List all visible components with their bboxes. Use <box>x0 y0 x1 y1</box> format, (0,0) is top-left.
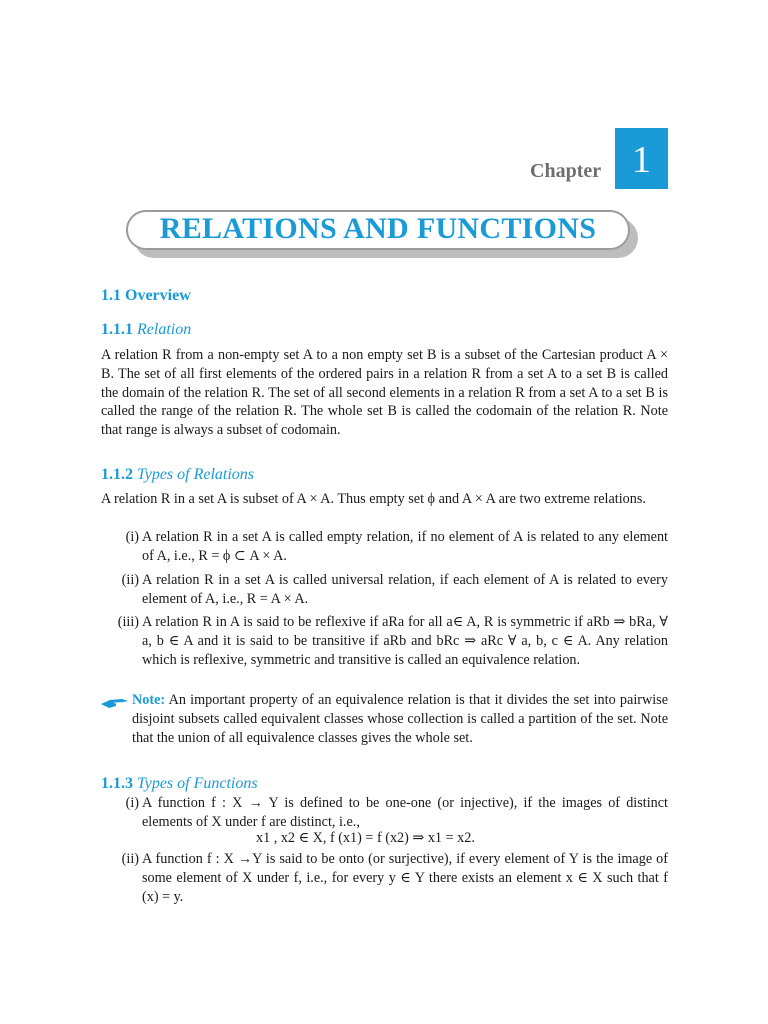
note-text-wrap <box>132 691 668 747</box>
list-item-text: A relation R in A is said to be reflexive if aRa for all a∈ A, R is symmetric if aRb ⇒ bRa, ∀ a, b ∈ A and it is said to be transitive if aRb and bRc ⇒ aRc ∀ a, b, c ∈ A. Any relation which is reflexive, symmetric and transitive is called an equivalence relation. <box>142 614 668 668</box>
list-item-text: A function f : X →Y is said to be onto (or surjective), if every element of Y is the image of some element of X under f, i.e., for every y ∈ Y there exists an element x ∈ X such that f (x) = y. <box>142 851 668 905</box>
list-item-number: (ii) <box>121 572 139 588</box>
section-title: Types of Relations <box>137 466 255 483</box>
list-item-text: A relation R in a set A is called universal relation, if each element of A is related to every element of A, i.e., R = A × A. <box>142 572 668 607</box>
list-item-text: A relation R in a set A is called empty relation, if no element of A is related to any element of A, i.e., R = ϕ ⊂ A × A. <box>142 529 668 564</box>
chapter-title-banner <box>126 210 640 258</box>
list-item-number: (i) <box>125 795 139 811</box>
injective-condition: x1 , x2 ∈ X, f (x1) = f (x2) ⇒ x1 = x2. <box>256 830 475 846</box>
list-item-number: (iii) <box>117 614 139 630</box>
section-heading-overview: 1.1 Overview <box>101 287 191 304</box>
note-text: An important property of an equivalence relation is that it divides the set into pairwise disjoint subsets called equivalent classes whose collection is called a partition of the set. Note that the union of all equivalence classes gives the whole set. <box>132 692 668 746</box>
relation-paragraph: A relation R from a non-empty set A to a non empty set B is a subset of the Cartesian product A × B. The set of all first elements of the ordered pairs in a relation R from a set A to a set B is called the domain of the relation R. The set of all second elements in a relation R from a set A to a set B is called the range of the relation R. The whole set B is called the codomain of the relation R. Note that range is always a subset of codomain. <box>101 347 668 439</box>
pointing-hand-icon <box>100 696 130 710</box>
section-heading-types-functions <box>101 775 258 793</box>
section-heading-relation <box>101 321 191 339</box>
list-item-number: (ii) <box>121 851 139 867</box>
chapter-number-badge: 1 <box>615 128 668 189</box>
note-label: Note: <box>132 692 166 708</box>
chapter-label: Chapter <box>530 160 602 182</box>
list-item-text: A function f : X → Y is defined to be one-one (or injective), if the images of distinct elements of X under f are distinct, i.e., <box>142 795 668 830</box>
types-relations-intro: A relation R in a set A is subset of A × A. Thus empty set ϕ and A × A are two extreme relations. <box>101 491 646 507</box>
section-title: Relation <box>137 321 192 338</box>
section-number: 1.1.3 <box>101 775 133 792</box>
section-title: Types of Functions <box>137 775 258 792</box>
section-heading-types-relations <box>101 466 254 484</box>
section-number: 1.1.1 <box>101 321 133 338</box>
list-item-number: (i) <box>125 529 139 545</box>
section-number: 1.1.2 <box>101 466 133 483</box>
chapter-title: RELATIONS AND FUNCTIONS <box>159 212 597 245</box>
